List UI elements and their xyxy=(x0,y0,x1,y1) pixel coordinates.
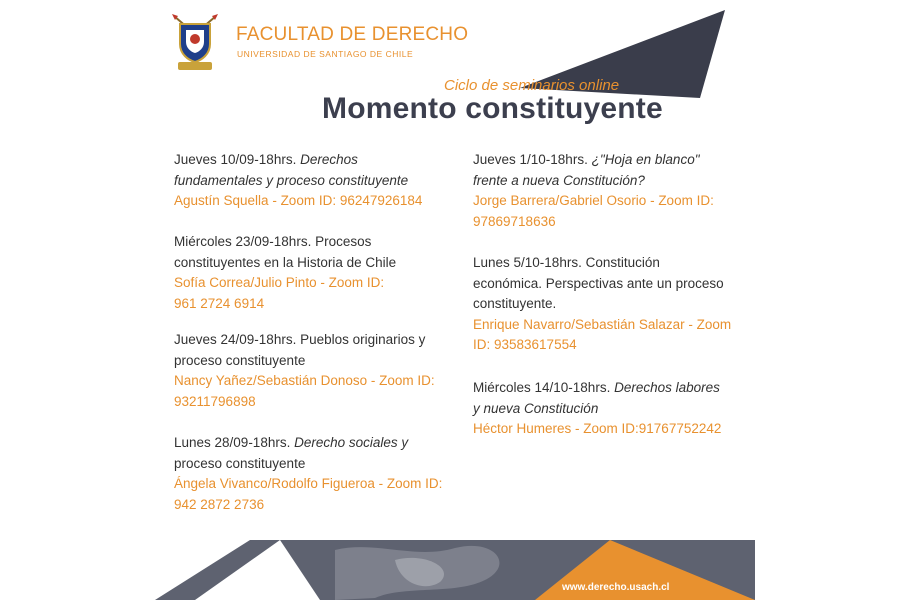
session-item xyxy=(174,150,464,212)
session-item xyxy=(174,433,464,515)
session-item xyxy=(473,150,763,232)
session-title: Miércoles 14/10-18hrs. Derechos labores y nueva Constitución xyxy=(473,380,720,416)
session-title: Lunes 5/10-18hrs. Constitución económica. Perspectivas ante un proceso constituyente. xyxy=(473,255,724,311)
session-speakers: Jorge Barrera/Gabriel Osorio - Zoom ID: 97869718636 xyxy=(473,193,714,229)
footer-website-link[interactable]: www.derecho.usach.cl xyxy=(562,582,670,593)
session-speakers: Agustín Squella - Zoom ID: 96247926184 xyxy=(174,193,423,208)
session-title: Jueves 1/10-18hrs. ¿"Hoja en blanco" frente a nueva Constitución? xyxy=(473,152,700,188)
session-title: Jueves 10/09-18hrs. Derechos fundamentales y proceso constituyente xyxy=(174,152,409,188)
session-speakers: Héctor Humeres - Zoom ID:91767752242 xyxy=(473,421,722,436)
faculty-name: FACULTAD DE DERECHO xyxy=(236,24,469,45)
university-shield-logo-icon xyxy=(170,12,220,74)
main-title: Momento constituyente xyxy=(322,92,663,125)
series-subtitle: Ciclo de seminarios online xyxy=(444,77,620,94)
session-speakers: Nancy Yañez/Sebastián Donoso - Zoom ID: 93211796898 xyxy=(174,373,435,409)
session-title: Lunes 28/09-18hrs. Derecho sociales y proceso constituyente xyxy=(174,435,409,471)
session-item xyxy=(174,232,464,314)
session-item xyxy=(473,253,763,356)
session-speakers: Sofía Correa/Julio Pinto - Zoom ID: 961 2724 6914 xyxy=(174,275,385,311)
session-item xyxy=(174,330,464,412)
session-title: Miércoles 23/09-18hrs. Procesos constituyentes en la Historia de Chile xyxy=(174,234,397,270)
university-name: UNIVERSIDAD DE SANTIAGO DE CHILE xyxy=(237,49,414,59)
session-speakers: Enrique Navarro/Sebastián Salazar - Zoom ID: 93583617554 xyxy=(473,316,732,352)
session-speakers: Ángela Vivanco/Rodolfo Figueroa - Zoom ID: 942 2872 2736 xyxy=(174,476,443,512)
session-title: Jueves 24/09-18hrs. Pueblos originarios y proceso constituyente xyxy=(174,332,426,368)
session-item xyxy=(473,378,763,440)
